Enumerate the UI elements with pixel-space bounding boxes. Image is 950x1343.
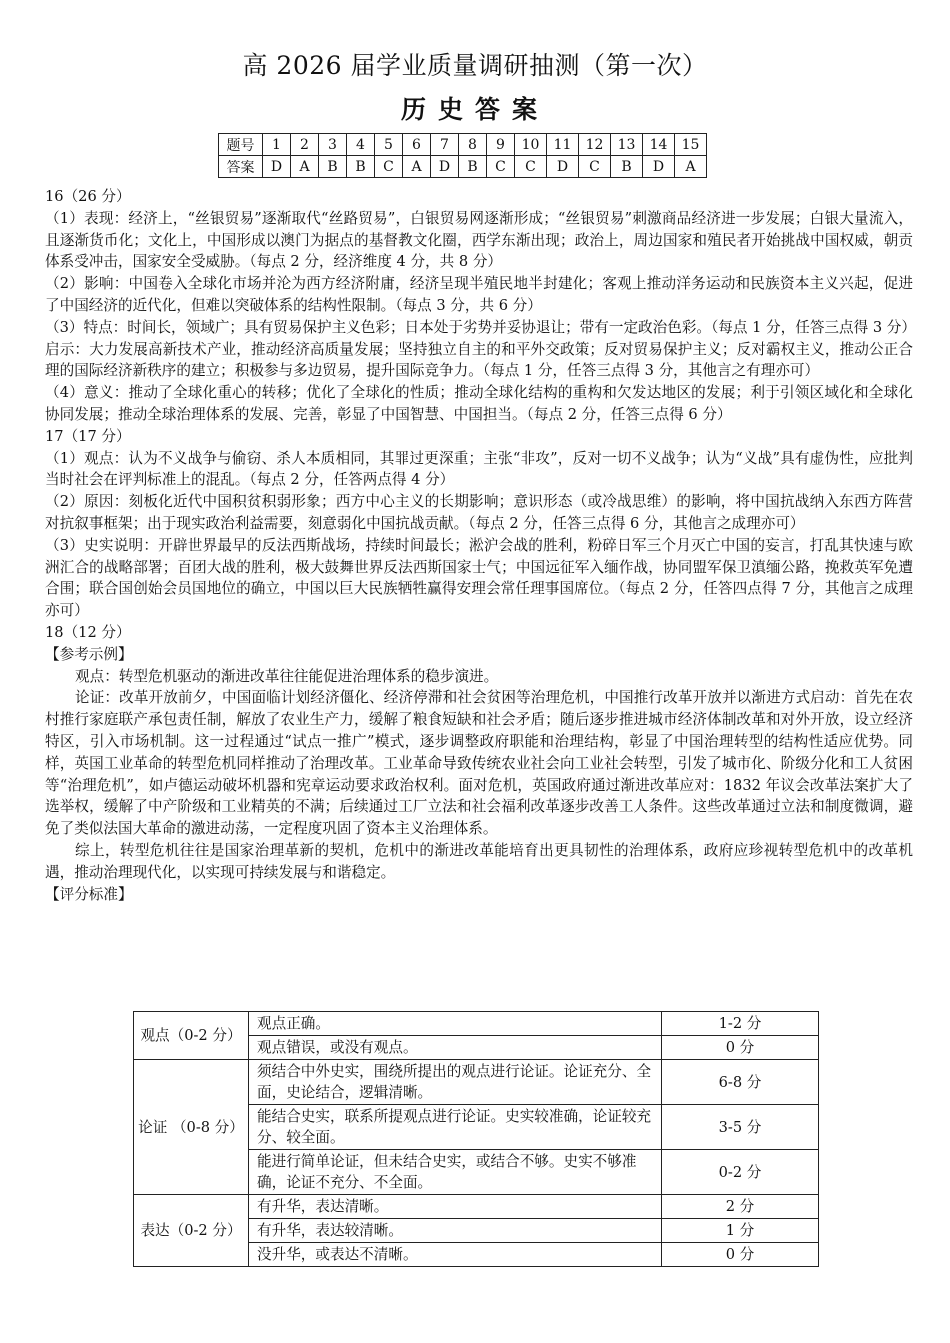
answer-table [218,133,707,178]
grading-table [133,1011,819,1267]
grading-desc: 观点错误，或没有观点。 [249,1036,662,1060]
answer-cell: A [403,156,431,178]
q18-criteria-label: 【评分标准】 [45,885,133,903]
answer-table-number-row [219,134,707,156]
row-label-answer: 答案 [219,156,263,178]
grading-category-viewpoint: 观点（0-2 分） [134,1012,249,1060]
grading-score: 3-5 分 [662,1105,819,1150]
q17-part2: （2）原因：刻板化近代中国积贫积弱形象；西方中心主义的长期影响；意识形态（或冷战思维）的影响，将中国抗战纳入东西方阵营对抗叙事框架；出于现实政治利益需要，刻意弱化中国抗战贡献。（每点 2 分，任答三点得 6 分，其他言之成理亦可） [45,493,913,532]
grading-desc: 能进行简单论证，但未结合史实，或结合不够。史实不够准确，论证不充分、不全面。 [249,1150,662,1195]
answer-cell: C [579,156,611,178]
grading-score: 0-2 分 [662,1150,819,1195]
grading-desc: 须结合中外史实，围绕所提出的观点进行论证。论证充分、全面，史论结合，逻辑清晰。 [249,1060,662,1105]
answer-cell: B [347,156,375,178]
grading-desc: 没升华，或表达不清晰。 [249,1243,662,1267]
q16-part1: （1）表现：经济上，“丝银贸易”逐渐取代“丝路贸易”，白银贸易网逐渐形成；“丝银贸易”刺激商品经济进一步发展；白银大量流入，且逐渐货币化；文化上，中国形成以澳门为据点的基督教文化圈，西学东渐出现；政治上，周边国家和殖民者开始挑战中国权威，朝贡体系受冲击，国家安全受威胁。（每点 2 分，经济维度 4 分，共 8 分） [45,209,913,271]
grading-score: 2 分 [662,1195,819,1219]
question-number: 11 [547,134,579,156]
answer-table-answer-row [219,156,707,178]
question-number: 14 [643,134,675,156]
answer-cell: B [319,156,347,178]
question-number: 9 [487,134,515,156]
answer-cell: D [547,156,579,178]
q16-part4: （4）意义：推动了全球化重心的转移；优化了全球化的性质；推动全球化结构的重构和欠发达地区的发展；利于引领区域化和全球化协同发展；推动全球治理体系的发展、完善，彰显了中国智慧、中国担当。（每点 2 分，任答三点得 6 分） [45,384,913,423]
question-number: 6 [403,134,431,156]
answer-cell: D [263,156,291,178]
answer-cell: D [643,156,675,178]
q16-heading: 16（26 分） [45,188,131,205]
answer-body [45,186,916,905]
grading-score: 6-8 分 [662,1060,819,1105]
question-number: 12 [579,134,611,156]
grading-desc: 有升华，表达较清晰。 [249,1219,662,1243]
page-title: 高 2026 届学业质量调研抽测（第一次） [242,51,708,80]
grading-score: 0 分 [662,1243,819,1267]
grading-row [134,1012,819,1036]
answer-cell: A [291,156,319,178]
grading-desc: 观点正确。 [249,1012,662,1036]
question-number: 2 [291,134,319,156]
grading-row [134,1195,819,1219]
question-number: 13 [611,134,643,156]
answer-cell: C [515,156,547,178]
q17-heading: 17（17 分） [45,427,131,445]
answer-cell: B [611,156,643,178]
grading-desc: 有升华，表达清晰。 [249,1195,662,1219]
answer-cell: A [675,156,707,178]
q16-part2: （2）影响：中国卷入全球化市场并沦为西方经济附庸，经济呈现半殖民地半封建化；客观上推动洋务运动和民族资本主义兴起，促进了中国经济的近代化，但难以突破体系的结构性限制。（每点 3 分，共 6 分） [45,275,913,314]
question-number: 5 [375,134,403,156]
page-subtitle: 历史答案 [400,95,549,124]
grading-row [134,1060,819,1105]
q17-part1: （1）观点：认为不义战争与偷窃、杀人本质相同，其罪过更深重；主张“非攻”，反对一切不义战争；认为“义战”具有虚伪性，应批判当时社会在评判标准上的混乱。（每点 2 分，任答两点得 4 分） [45,449,913,489]
answer-cell: C [487,156,515,178]
q18-example-label: 【参考示例】 [45,645,133,663]
question-number: 10 [515,134,547,156]
row-label-number: 题号 [219,134,263,156]
grading-category-argument: 论证 （0-8 分） [134,1060,249,1195]
question-number: 4 [347,134,375,156]
q18-viewpoint: 观点：转型危机驱动的渐进改革往往能促进治理体系的稳步演进。 [75,667,499,685]
grading-score: 1 分 [662,1219,819,1243]
answer-cell: B [459,156,487,178]
grading-score: 1-2 分 [662,1012,819,1036]
q18-argument: 论证：改革开放前夕，中国面临计划经济僵化、经济停滞和社会贫困等治理危机，中国推行改革开放并以渐进方式启动：首先在农村推行家庭联产承包责任制，解放了农业生产力，缓解了粮食短缺和社会矛盾；随后逐步推进城市经济体制改革和对外开放，设立经济特区，引入市场机制。这一过程通过“试点一推广”模式，逐步调整政府职能和治理结构，彰显了中国治理转型的结构性适应优势。同样，英国工业革命的转型危机同样推动了治理改革。工业革命导致传统农业社会向工业社会转型，引发了城市化、阶级分化和工人贫困等“治理危机”，如卢德运动破坏机器和宪章运动要求政治权利。面对危机，英国政府通过渐进改革应对：1832 年议会改革法案扩大了选举权，缓解了中产阶级和工业精英的不满；后续通过工厂立法和社会福利改革逐步改善工人条件。这些改革通过立法和制度微调，避免了类似法国大革命的激进动荡，一定程度巩固了资本主义治理体系。 [45,689,913,838]
question-number: 1 [263,134,291,156]
answer-cell: D [431,156,459,178]
q16-part3: （3）特点：时间长，领域广；具有贸易保护主义色彩；日本处于劣势并妥协退让；带有一定政治色彩。（每点 1 分，任答三点得 3 分） [45,318,916,336]
grading-desc: 能结合史实，联系所提观点进行论证。史实较准确，论证较充分、较全面。 [249,1105,662,1150]
question-number: 15 [675,134,707,156]
answer-cell: C [375,156,403,178]
q17-part3: （3）史实说明：开辟世界最早的反法西斯战场，持续时间最长；淞沪会战的胜利，粉碎日军三个月灭亡中国的妄言，打乱其快速与欧洲汇合的战略部署；百团大战的胜利，极大鼓舞世界反法西斯国家士气；中国远征军入缅作战，协同盟军保卫滇缅公路，挽救英军免遭合围；联合国创始会员国地位的确立，中国以巨大民族牺牲赢得安理会常任理事国席位。（每点 2 分，任答四点得 7 分，其他言之成理亦可） [45,536,913,620]
q16-insight: 启示：大力发展高新技术产业，推动经济高质量发展；坚持独立自主的和平外交政策；反对贸易保护主义；反对霸权主义，推动公正合理的国际经济新秩序的建立；积极参与多边贸易，提升国际竞争力。（每点 1 分，任答三点得 3 分，其他言之有理亦可） [45,340,913,380]
grading-score: 0 分 [662,1036,819,1060]
question-number: 3 [319,134,347,156]
q18-conclusion: 综上，转型危机往往是国家治理革新的契机，危机中的渐进改革能培育出更具韧性的治理体系，政府应珍视转型危机中的改革机遇，推动治理现代化，以实现可持续发展与和谐稳定。 [45,841,913,881]
q18-heading: 18（12 分） [45,623,131,641]
question-number: 8 [459,134,487,156]
grading-category-expression: 表达（0-2 分） [134,1195,249,1267]
question-number: 7 [431,134,459,156]
